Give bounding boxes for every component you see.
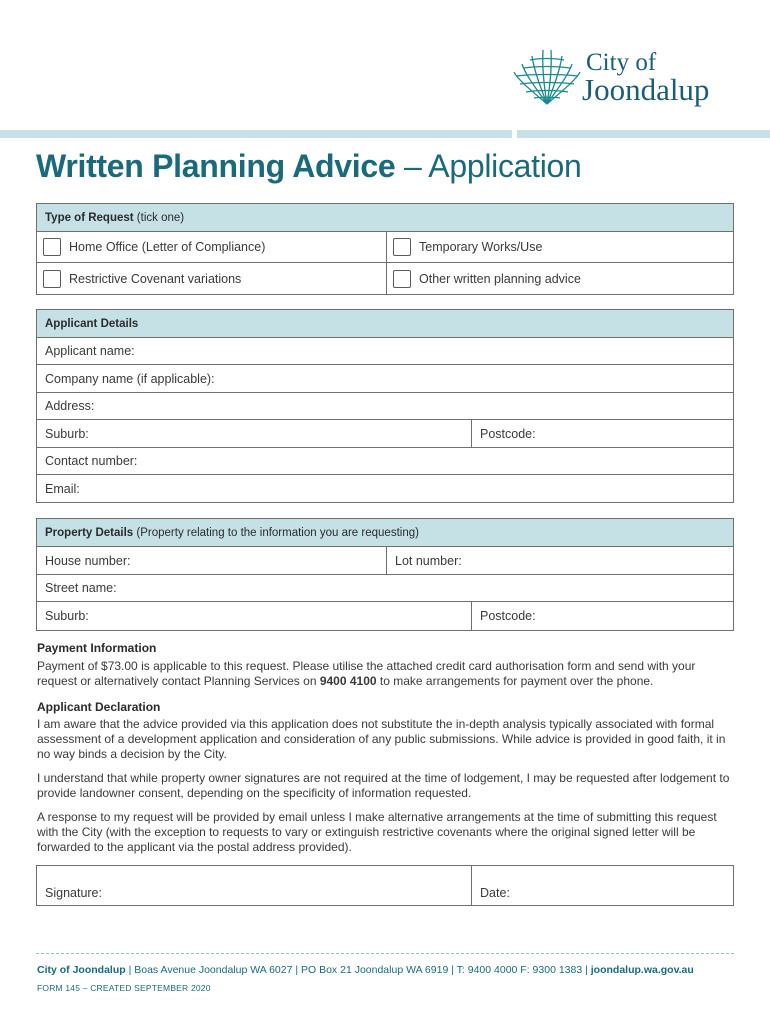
street-name-field[interactable] bbox=[37, 575, 733, 601]
type-of-request-title: Type of Request bbox=[45, 212, 134, 224]
home-office-checkbox[interactable] bbox=[43, 238, 61, 256]
field-label: Address: bbox=[45, 399, 95, 413]
field-label: Date: bbox=[480, 886, 510, 900]
email-field[interactable] bbox=[37, 475, 733, 502]
property-details-section bbox=[36, 518, 734, 631]
type-of-request-header bbox=[37, 204, 733, 232]
company-name-field[interactable] bbox=[37, 365, 733, 392]
field-label: Signature: bbox=[45, 886, 102, 900]
field-label: Email: bbox=[45, 481, 80, 496]
address-field[interactable] bbox=[37, 393, 733, 419]
footer-org-name: City of Joondalup bbox=[37, 964, 126, 976]
payment-text-part1: Payment of $73.00 is applicable to this request. Please utilise the attached credit card authorisation form and send with your request or alternatively contact Planning Services on bbox=[37, 659, 696, 688]
applicant-details-header bbox=[37, 310, 733, 338]
other-advice-checkbox[interactable] bbox=[393, 270, 411, 288]
applicant-declaration-title: Applicant Declaration bbox=[37, 700, 161, 714]
option-label: Temporary Works/Use bbox=[419, 240, 543, 254]
field-label: Suburb: bbox=[45, 426, 89, 441]
temporary-works-checkbox[interactable] bbox=[393, 238, 411, 256]
header-divider-right bbox=[517, 130, 770, 138]
applicant-details-section bbox=[36, 309, 734, 503]
joondalup-emblem-icon bbox=[512, 46, 582, 108]
field-label: Postcode: bbox=[480, 609, 536, 623]
field-label: Suburb: bbox=[45, 609, 89, 623]
property-details-header bbox=[37, 519, 733, 547]
date-field[interactable] bbox=[471, 866, 733, 905]
option-temporary-works[interactable] bbox=[386, 232, 733, 262]
field-label: Applicant name: bbox=[45, 344, 135, 358]
lot-number-field[interactable] bbox=[386, 547, 733, 574]
field-label: Contact number: bbox=[45, 454, 138, 468]
option-label: Home Office (Letter of Compliance) bbox=[69, 240, 266, 254]
property-suburb-field[interactable] bbox=[37, 602, 471, 630]
option-home-office[interactable] bbox=[37, 232, 386, 262]
city-of-joondalup-logo bbox=[512, 46, 742, 116]
logo-city-text: City of bbox=[586, 49, 657, 76]
payment-information-text bbox=[37, 659, 737, 689]
restrictive-covenant-checkbox[interactable] bbox=[43, 270, 61, 288]
applicant-name-field[interactable] bbox=[37, 338, 733, 364]
declaration-paragraph-2: I understand that while property owner signatures are not required at the time of lodgement, I may be requested after lodgement to provide landowner consent, depending on the specificity of information requested. bbox=[37, 771, 730, 800]
field-label: Street name: bbox=[45, 581, 117, 595]
form-code: FORM 145 – CREATED SEPTEMBER 2020 bbox=[37, 983, 211, 993]
applicant-postcode-field[interactable] bbox=[471, 420, 733, 447]
payment-information-title: Payment Information bbox=[37, 641, 157, 655]
footer-contact-line bbox=[37, 964, 694, 976]
logo-joondalup-text: Joondalup bbox=[582, 72, 710, 107]
page-title-rest: – Application bbox=[395, 148, 582, 184]
option-label: Other written planning advice bbox=[419, 271, 581, 286]
type-of-request-section bbox=[36, 203, 734, 295]
footer-divider bbox=[36, 953, 734, 954]
property-details-title: Property Details bbox=[45, 527, 134, 539]
applicant-suburb-field[interactable] bbox=[37, 420, 471, 447]
field-label: Company name (if applicable): bbox=[45, 371, 215, 386]
footer-website-link[interactable]: joondalup.wa.gov.au bbox=[590, 964, 694, 976]
option-label: Restrictive Covenant variations bbox=[69, 271, 242, 286]
property-postcode-field[interactable] bbox=[471, 602, 733, 630]
header-divider-left bbox=[0, 130, 512, 138]
type-of-request-hint: (tick one) bbox=[133, 212, 185, 224]
field-label: Lot number: bbox=[395, 553, 462, 568]
signature-field[interactable] bbox=[37, 866, 471, 905]
option-other-advice[interactable] bbox=[386, 263, 733, 294]
signature-section bbox=[36, 865, 734, 906]
page-title bbox=[36, 148, 582, 185]
field-label: House number: bbox=[45, 553, 131, 568]
house-number-field[interactable] bbox=[37, 547, 386, 574]
page-title-bold: Written Planning Advice bbox=[36, 148, 396, 184]
field-label: Postcode: bbox=[480, 426, 536, 441]
planning-services-phone: 9400 4100 bbox=[319, 674, 377, 688]
payment-text-part2: to make arrangements for payment over the phone. bbox=[376, 674, 654, 688]
contact-number-field[interactable] bbox=[37, 448, 733, 474]
applicant-details-title: Applicant Details bbox=[45, 318, 139, 330]
option-restrictive-covenant[interactable] bbox=[37, 263, 386, 294]
footer-details: | Boas Avenue Joondalup WA 6027 | PO Box 21 Joondalup WA 6919 | T: 9400 4000 F: 9300 1383 | bbox=[125, 964, 591, 976]
declaration-paragraph-1: I am aware that the advice provided via this application does not substitute the in-depth analysis typically associated with formal assessment of a development application and consideration of any public submissions. While advice is provided in good faith, it in no way binds a decision by the City. bbox=[37, 717, 726, 761]
declaration-paragraph-3: A response to my request will be provided by email unless I make alternative arrangements at the time of submitting this request with the City (with the exception to requests to vary or extinguish restrictive covenants where the original signed letter will be forwarded to the applicant via the postal address provided). bbox=[37, 810, 717, 854]
property-details-hint: (Property relating to the information you are requesting) bbox=[133, 527, 419, 539]
